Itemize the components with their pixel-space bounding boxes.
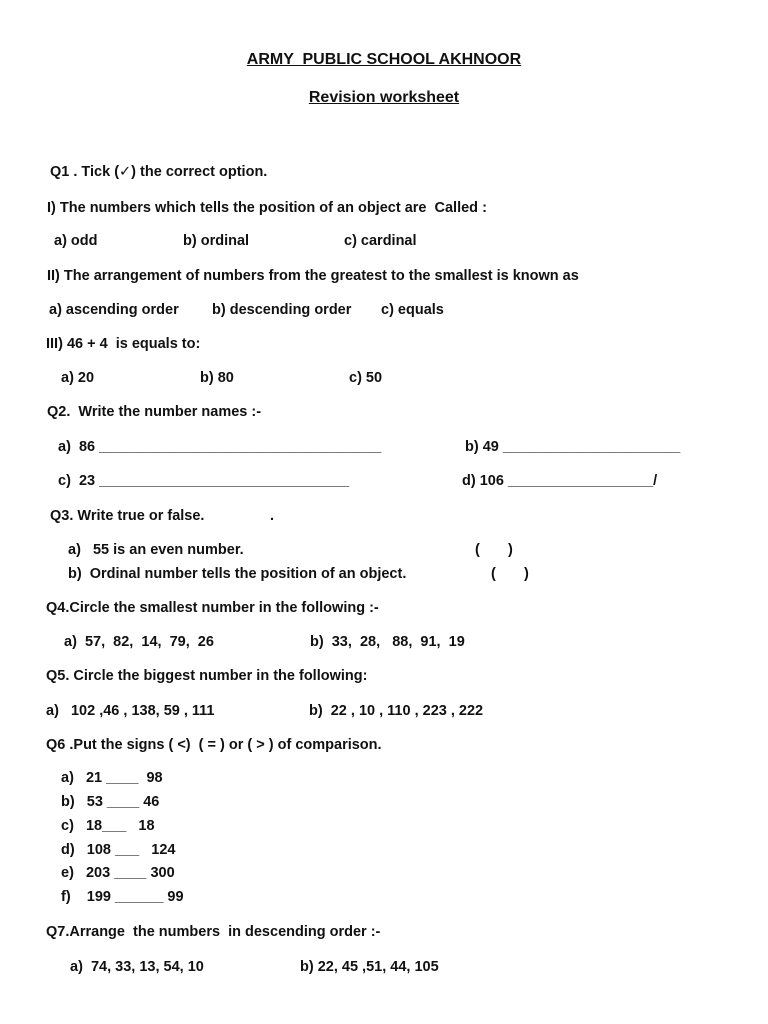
q6-item-e: e) 203 ____ 300 bbox=[61, 865, 175, 881]
q6-heading: Q6 .Put the signs ( <) ( = ) or ( > ) of comparison. bbox=[46, 737, 382, 753]
q1-part-iii: III) 46 + 4 is equals to: bbox=[46, 336, 201, 352]
q2-item-b: b) 49 ______________________ bbox=[465, 439, 681, 455]
q6-item-c: c) 18___ 18 bbox=[61, 818, 155, 834]
q1-iii-option-b: b) 80 bbox=[200, 370, 234, 386]
q5-item-b: b) 22 , 10 , 110 , 223 , 222 bbox=[309, 703, 484, 719]
q3-item-b: b) Ordinal number tells the position of an object. bbox=[68, 566, 407, 582]
q1-heading: Q1 . Tick (✓) the correct option. bbox=[50, 164, 268, 180]
q7-heading: Q7.Arrange the numbers in descending order :- bbox=[46, 924, 381, 940]
q2-heading: Q2. Write the number names :- bbox=[47, 404, 262, 420]
worksheet-title: Revision worksheet bbox=[308, 89, 460, 106]
q5-item-a: a) 102 ,46 , 138, 59 , 111 bbox=[46, 703, 215, 719]
q4-heading: Q4.Circle the smallest number in the following :- bbox=[46, 600, 379, 616]
q1-ii-option-b: b) descending order bbox=[212, 302, 352, 318]
q5-heading: Q5. Circle the biggest number in the following: bbox=[46, 668, 368, 684]
q3-item-a: a) 55 is an even number. bbox=[68, 542, 244, 558]
q1-iii-option-c: c) 50 bbox=[349, 370, 383, 386]
q1-i-option-c: c) cardinal bbox=[344, 233, 417, 249]
q1-ii-option-a: a) ascending order bbox=[49, 302, 179, 318]
q2-item-a: a) 86 ___________________________________ bbox=[58, 439, 382, 455]
q6-item-d: d) 108 ___ 124 bbox=[61, 842, 176, 858]
q6-item-b: b) 53 ____ 46 bbox=[61, 794, 160, 810]
q7-item-b: b) 22, 45 ,51, 44, 105 bbox=[300, 959, 439, 975]
q2-item-c: c) 23 _______________________________ bbox=[58, 473, 350, 489]
q4-item-a: a) 57, 82, 14, 79, 26 bbox=[64, 634, 214, 650]
q3-item-a-answer: ( ) bbox=[475, 542, 513, 558]
q2-item-d: d) 106 __________________/ bbox=[462, 473, 658, 489]
school-name: ARMY PUBLIC SCHOOL AKHNOOR bbox=[246, 51, 522, 68]
q6-item-a: a) 21 ____ 98 bbox=[61, 770, 163, 786]
q3-dot: . bbox=[270, 508, 275, 524]
q1-iii-option-a: a) 20 bbox=[61, 370, 95, 386]
q3-heading: Q3. Write true or false. bbox=[50, 508, 205, 524]
q3-item-b-answer: ( ) bbox=[491, 566, 529, 582]
q1-part-i: I) The numbers which tells the position of an object are Called : bbox=[47, 200, 487, 216]
q6-item-f: f) 199 ______ 99 bbox=[61, 889, 184, 905]
q1-ii-option-c: c) equals bbox=[381, 302, 444, 318]
q1-part-ii: II) The arrangement of numbers from the greatest to the smallest is known as bbox=[47, 268, 579, 284]
q1-i-option-a: a) odd bbox=[54, 233, 98, 249]
q7-item-a: a) 74, 33, 13, 54, 10 bbox=[70, 959, 204, 975]
q1-i-option-b: b) ordinal bbox=[183, 233, 250, 249]
q4-item-b: b) 33, 28, 88, 91, 19 bbox=[310, 634, 465, 650]
